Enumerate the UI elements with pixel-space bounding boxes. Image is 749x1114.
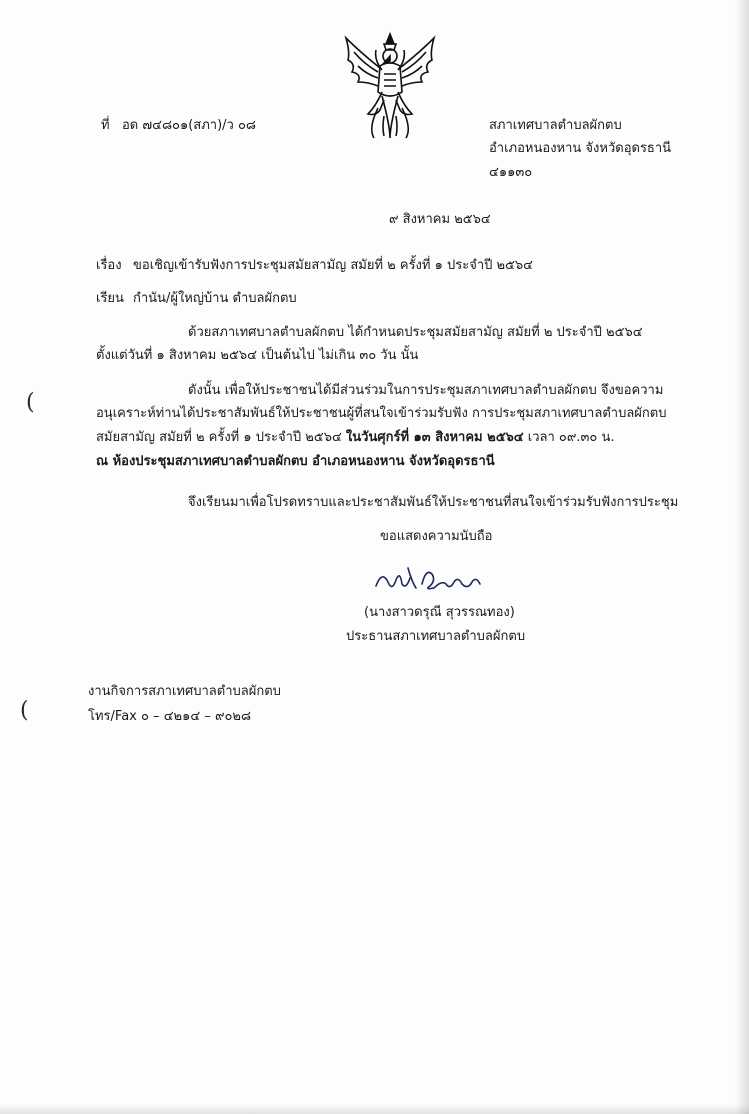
para3: จึงเรียนมาเพื่อโปรดทราบและประชาสัมพันธ์ให้ประชาชนที่สนใจเข้าร่วมรับฟังการประชุม	[188, 495, 679, 510]
punch-hole-mark: (	[20, 698, 29, 723]
meeting-venue: ณ ห้องประชุมสภาเทศบาลตำบลผักตบ อำเภอหนองหาน จังหวัดอุดรธานี	[96, 454, 495, 469]
org-postcode: ๔๑๑๓๐	[489, 165, 533, 180]
footer-phone: โทร/Fax ๐ – ๔๒๑๔ – ๙๐๒๘	[88, 709, 252, 724]
ref-number: อด ๗๔๘๐๑(สภา)/ว ๐๘	[122, 118, 256, 133]
para2-line1: ดังนั้น เพื่อให้ประชาชนได้มีส่วนร่วมในการประชุมสภาเทศบาลตำบลผักตบ จึงขอความ	[188, 383, 664, 398]
handwritten-signature-icon	[372, 560, 492, 600]
footer-department: งานกิจการสภาเทศบาลตำบลผักตบ	[88, 684, 281, 699]
garuda-emblem-icon	[338, 30, 442, 142]
org-district: อำเภอหนองหาน จังหวัดอุดรธานี	[489, 141, 672, 156]
signer-position: ประธานสภาเทศบาลตำบลผักตบ	[346, 629, 526, 644]
ref-label: ที่	[101, 118, 110, 133]
meeting-time: เวลา ๐๙.๓๐ น.	[523, 430, 615, 445]
para1-line1: ด้วยสภาเทศบาลตำบลผักตบ ได้กำหนดประชุมสมัยสามัญ สมัยที่ ๒ ประจำปี ๒๕๖๔	[188, 325, 643, 340]
subject-label: เรื่อง	[96, 258, 122, 273]
para1-line2: ตั้งแต่วันที่ ๑ สิงหาคม ๒๕๖๔ เป็นต้นไป ไม่เกิน ๓๐ วัน นั้น	[96, 348, 419, 363]
closing-regards: ขอแสดงความนับถือ	[380, 529, 493, 544]
para2-line2: อนุเคราะห์ท่านได้ประชาสัมพันธ์ให้ประชาชนผู้ที่สนใจเข้าร่วมรับฟัง การประชุมสภาเทศบาลตำบลผักตบ	[96, 406, 667, 421]
subject-text: ขอเชิญเข้ารับฟังการประชุมสมัยสามัญ สมัยที่ ๒ ครั้งที่ ๑ ประจำปี ๒๕๖๔	[133, 258, 534, 273]
para2-line3-normal: สมัยสามัญ สมัยที่ ๒ ครั้งที่ ๑ ประจำปี ๒๕๖๔	[96, 430, 346, 445]
scan-shadow-bottom	[0, 1104, 749, 1114]
scan-shadow-right	[735, 0, 749, 1114]
punch-hole-mark: (	[26, 390, 35, 415]
recipient-label: เรียน	[96, 291, 124, 306]
signer-name: (นางสาวดรุณี สุวรรณทอง)	[364, 605, 515, 620]
meeting-date-bold: ในวันศุกร์ที่ ๑๓ สิงหาคม ๒๕๖๔	[345, 430, 524, 445]
letter-date: ๙ สิงหาคม ๒๕๖๔	[389, 212, 491, 227]
recipient-text: กำนัน/ผู้ใหญ่บ้าน ตำบลผักตบ	[133, 291, 297, 306]
org-name: สภาเทศบาลตำบลผักตบ	[489, 118, 622, 133]
para2-line3	[96, 429, 615, 447]
